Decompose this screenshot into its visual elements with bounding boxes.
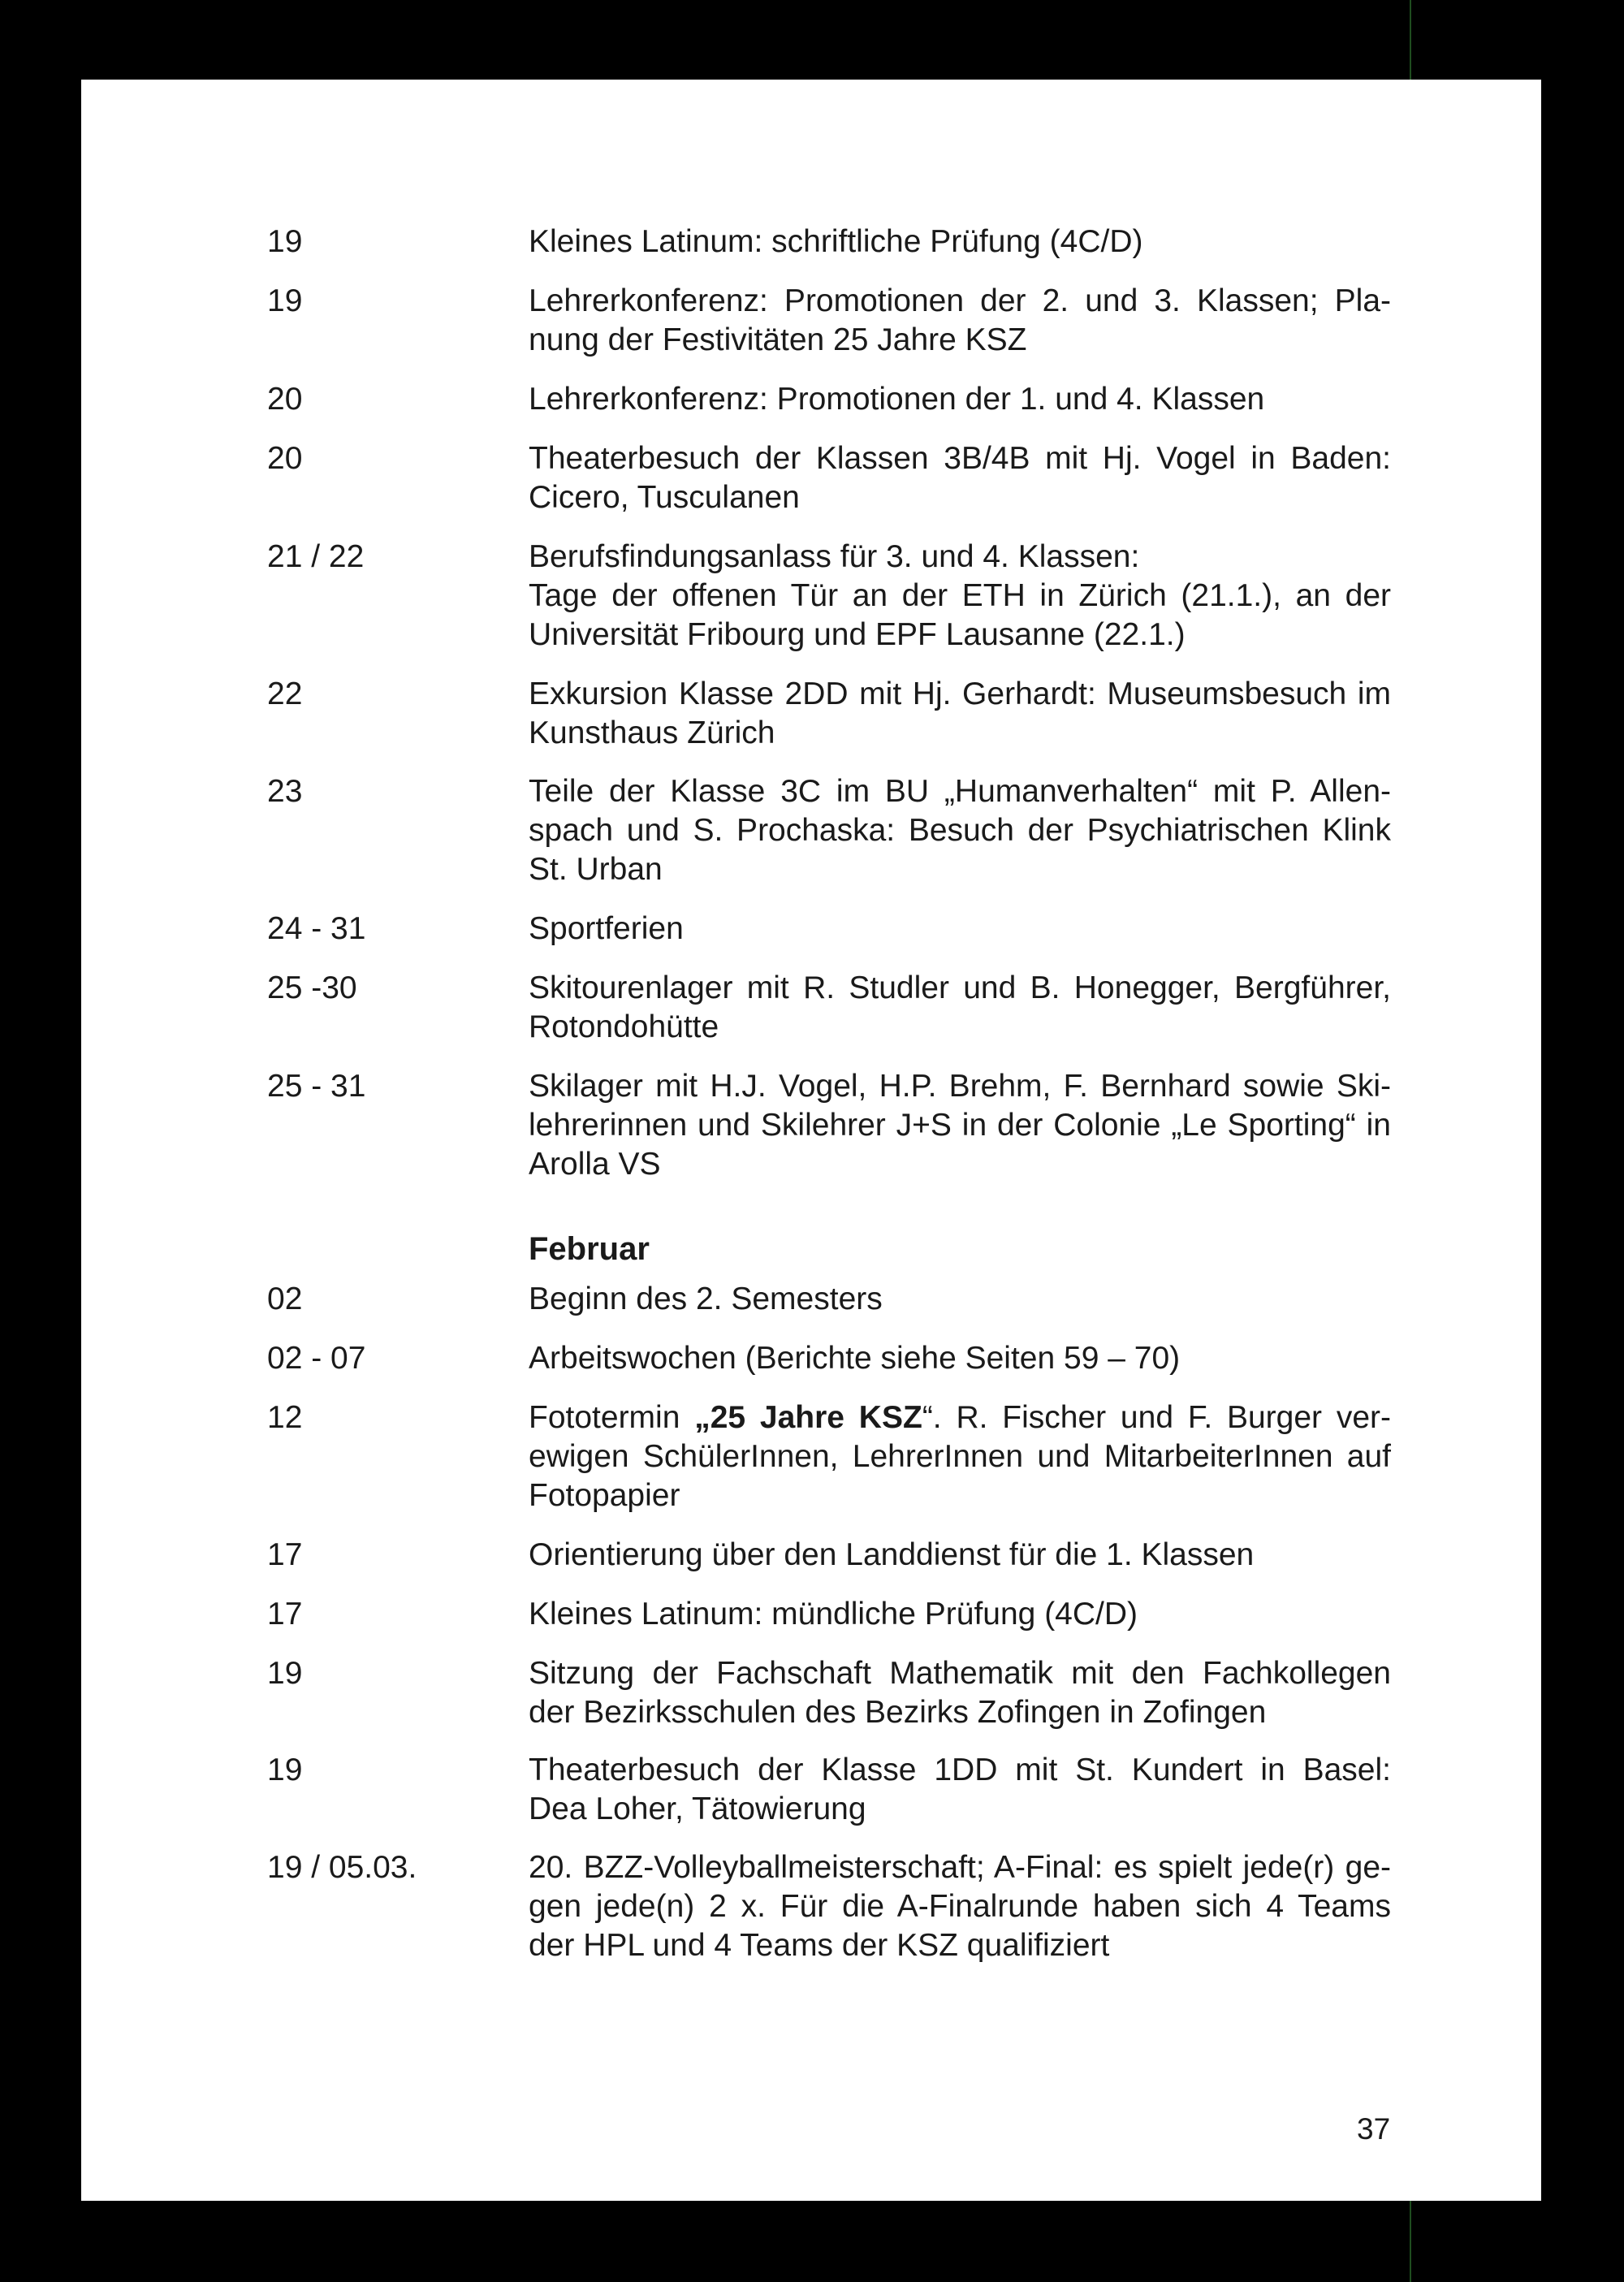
entry-date: 12 — [267, 1400, 303, 1435]
entry-line: Sitzung der Fachschaft Mathematik mit den Fachkollegen — [529, 1656, 1391, 1691]
entry-date: 19 / 05.03. — [267, 1850, 417, 1885]
entry-date: 17 — [267, 1597, 303, 1632]
entry-line: Dea Loher, Tätowierung — [529, 1791, 866, 1826]
entry-line: Skilager mit H.J. Vogel, H.P. Brehm, F. Bernhard sowie Ski- — [529, 1069, 1391, 1104]
entry-description — [529, 1339, 1391, 1378]
entry-date: 17 — [267, 1537, 303, 1572]
entry-date: 25 -30 — [267, 970, 357, 1005]
entry-date: 02 — [267, 1281, 303, 1316]
entry-description — [529, 1654, 1391, 1732]
entry-date: 21 / 22 — [267, 539, 365, 574]
entry-date: 22 — [267, 676, 303, 711]
entry-line: 20. BZZ-Volleyballmeisterschaft; A-Final: es spielt jede(r) ge- — [529, 1850, 1391, 1885]
entry-date: 19 — [267, 1753, 303, 1787]
entry-line: Berufsfindungsanlass für 3. und 4. Klassen: — [529, 539, 1140, 574]
entry-line: der Bezirksschulen des Bezirks Zofingen in Zofingen — [529, 1695, 1267, 1730]
entry-date: 20 — [267, 441, 303, 476]
entry-line: Fototermin „25 Jahre KSZ“. R. Fischer und F. Burger ver- — [529, 1400, 1392, 1435]
entry-line: Cicero, Tusculanen — [529, 480, 800, 515]
entry-description — [529, 223, 1391, 261]
entry-description — [529, 1067, 1391, 1184]
entry-description — [529, 282, 1391, 360]
entry-description — [529, 1280, 1391, 1319]
scan-edge-line-top — [1410, 0, 1411, 80]
entry-description — [529, 910, 1391, 949]
entry-description — [529, 675, 1391, 753]
entry-line: Theaterbesuch der Klassen 3B/4B mit Hj. Vogel in Baden: — [529, 441, 1391, 476]
entry-date: 20 — [267, 382, 303, 417]
entry-description — [529, 969, 1391, 1047]
entry-line: gen jede(n) 2 x. Für die A-Finalrunde haben sich 4 Teams — [529, 1889, 1391, 1924]
entry-date: 19 — [267, 1656, 303, 1691]
page-number: 37 — [1357, 2112, 1391, 2146]
entry-description — [529, 1848, 1391, 1965]
entry-line: Orientierung über den Landdienst für die 1. Klassen — [529, 1537, 1255, 1572]
entry-line: Kunsthaus Zürich — [529, 715, 775, 750]
entry-description — [529, 1595, 1391, 1634]
entry-description — [529, 538, 1391, 655]
entry-line: Universität Fribourg und EPF Lausanne (22.1.) — [529, 617, 1186, 652]
entry-line: Skitourenlager mit R. Studler und B. Honegger, Bergführer, — [529, 970, 1391, 1005]
entry-line: Tage der offenen Tür an der ETH in Zürich (21.1.), an der — [529, 578, 1391, 613]
entry-line: St. Urban — [529, 852, 663, 887]
entry-description — [529, 439, 1391, 517]
entry-line: Rotondohütte — [529, 1009, 719, 1044]
entry-line: Fotopapier — [529, 1478, 680, 1513]
entry-date: 19 — [267, 224, 303, 259]
entry-line: Exkursion Klasse 2DD mit Hj. Gerhardt: Museumsbesuch im — [529, 676, 1391, 711]
entry-line: Theaterbesuch der Klasse 1DD mit St. Kundert in Basel: — [529, 1753, 1391, 1787]
entry-date: 19 — [267, 283, 303, 318]
entry-line: Kleines Latinum: mündliche Prüfung (4C/D) — [529, 1597, 1138, 1632]
entry-line: Arolla VS — [529, 1147, 661, 1182]
chronicle-list — [81, 80, 1541, 2201]
entry-line: Arbeitswochen (Berichte siehe Seiten 59 – 70) — [529, 1341, 1181, 1376]
entry-description — [529, 1536, 1391, 1575]
bold-phrase: „25 Jahre KSZ — [694, 1400, 922, 1435]
entry-line: Lehrerkonferenz: Promotionen der 1. und 4. Klassen — [529, 382, 1265, 417]
entry-date: 24 - 31 — [267, 911, 366, 946]
entry-description — [529, 380, 1391, 419]
entry-line: nung der Festivitäten 25 Jahre KSZ — [529, 322, 1027, 357]
entry-description — [529, 1398, 1391, 1515]
entry-line: Sportferien — [529, 911, 684, 946]
document-page — [81, 80, 1541, 2201]
entry-date: 02 - 07 — [267, 1341, 366, 1376]
entry-line: der HPL und 4 Teams der KSZ qualifiziert — [529, 1928, 1110, 1963]
entry-line: Kleines Latinum: schriftliche Prüfung (4C/D) — [529, 224, 1143, 259]
month-heading: Februar — [529, 1231, 650, 1267]
entry-description — [529, 772, 1391, 889]
entry-line: lehrerinnen und Skilehrer J+S in der Colonie „Le Sporting“ in — [529, 1108, 1391, 1143]
entry-line: ewigen SchülerInnen, LehrerInnen und MitarbeiterInnen auf — [529, 1439, 1391, 1474]
entry-date: 23 — [267, 774, 303, 809]
entry-date: 25 - 31 — [267, 1069, 366, 1104]
entry-line: Beginn des 2. Semesters — [529, 1281, 883, 1316]
entry-line: Teile der Klasse 3C im BU „Humanverhalten“ mit P. Allen- — [529, 774, 1391, 809]
entry-line: Lehrerkonferenz: Promotionen der 2. und 3. Klassen; Pla- — [529, 283, 1391, 318]
entry-description — [529, 1751, 1391, 1829]
entry-line: spach und S. Prochaska: Besuch der Psychiatrischen Klink — [529, 813, 1391, 848]
scan-edge-line-bottom — [1410, 2201, 1411, 2282]
